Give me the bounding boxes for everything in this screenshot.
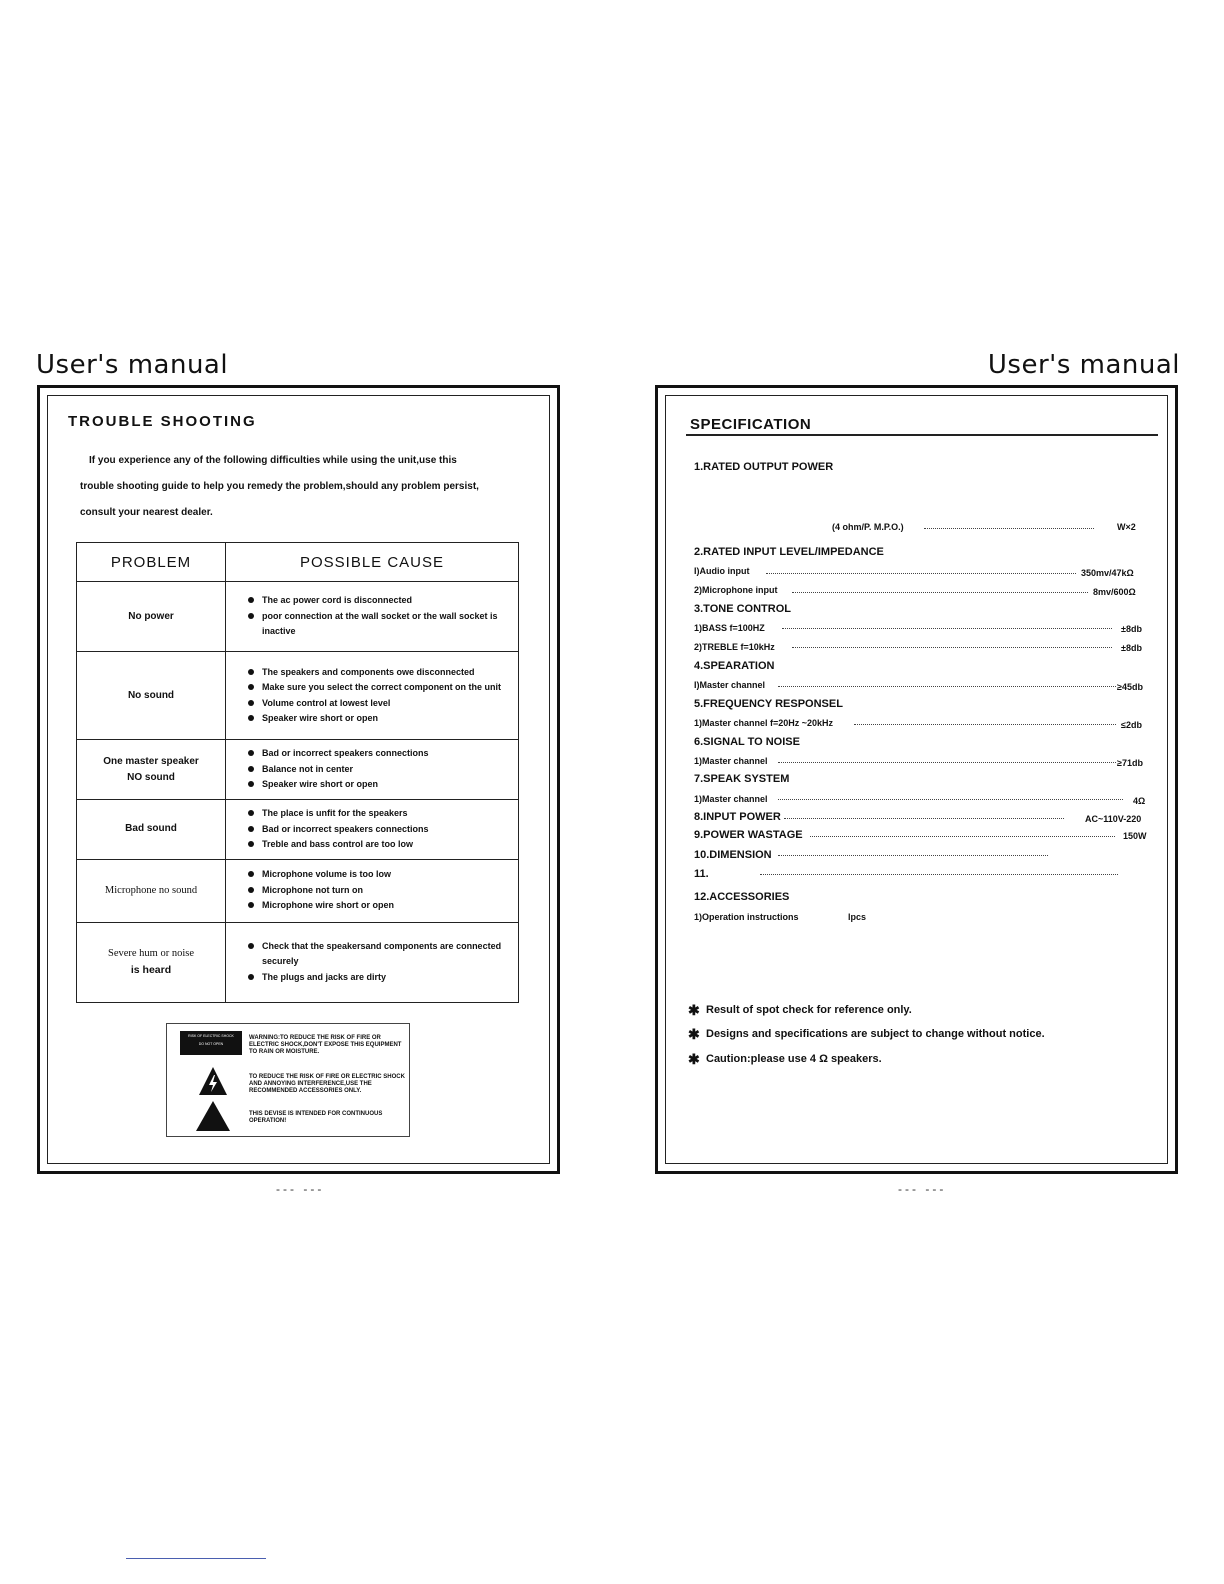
problem-column-header: PROBLEM bbox=[77, 543, 226, 582]
spec-accessories-item: 1)Operation instructions bbox=[694, 912, 799, 922]
spec-snr-value: ≥71db bbox=[1117, 758, 1143, 768]
note-text: Result of spot check for reference only. bbox=[706, 1004, 912, 1016]
left-page-number: --- --- bbox=[276, 1182, 325, 1196]
spec-separation: 4.SPEARATION bbox=[694, 660, 775, 672]
spec-rated-input: 2.RATED INPUT LEVEL/IMPEDANCE bbox=[694, 546, 884, 558]
note-text: Caution:please use 4 Ω speakers. bbox=[706, 1053, 882, 1065]
leader-dots bbox=[924, 528, 1094, 529]
table-row bbox=[77, 582, 519, 652]
leader-dots bbox=[778, 686, 1116, 687]
cause-item: Microphone not turn on bbox=[246, 883, 512, 899]
problem-cell bbox=[77, 582, 226, 652]
cause-item: poor connection at the wall socket or the wall socket is inactive bbox=[246, 609, 512, 640]
problem-text: No sound bbox=[127, 689, 175, 701]
warning-box-top-text: RISK OF ELECTRIC SHOCK bbox=[188, 1034, 234, 1038]
problem-text: Bad sound bbox=[125, 823, 177, 835]
causes-cell bbox=[226, 800, 519, 860]
cause-column-header: POSSIBLE CAUSE bbox=[226, 543, 519, 582]
asterisk-icon: ✱ bbox=[688, 1051, 700, 1067]
problem-cell bbox=[77, 800, 226, 860]
intro-line: trouble shooting guide to help you remedy the problem,should any problem persist, bbox=[80, 481, 479, 492]
leader-dots bbox=[792, 647, 1112, 648]
cause-item: Make sure you select the correct component on the unit bbox=[246, 680, 512, 696]
spec-dimension: 10.DIMENSION bbox=[694, 849, 772, 861]
warning-text-3: THIS DEVISE IS INTENDED FOR CONTINUOUS OPERATION! bbox=[249, 1111, 383, 1124]
problem-text: No power bbox=[128, 610, 174, 622]
cause-item: Check that the speakersand components are connected securely bbox=[246, 939, 512, 970]
spec-accessories: 12.ACCESSORIES bbox=[694, 891, 790, 903]
spec-accessories-value: lpcs bbox=[848, 912, 867, 922]
cause-item: Balance not in center bbox=[246, 762, 512, 778]
spec-separation-value: ≥45db bbox=[1117, 682, 1143, 692]
spec-speak-item: 1)Master channel bbox=[694, 794, 768, 804]
causes-cell bbox=[226, 652, 519, 740]
table-row bbox=[77, 859, 519, 922]
spec-speak-system: 7.SPEAK SYSTEM bbox=[694, 773, 790, 785]
troubleshooting-inner-frame bbox=[47, 395, 550, 1164]
warning-label bbox=[166, 1023, 410, 1137]
spec-audio-input: I)Audio input bbox=[694, 566, 750, 576]
spec-frequency-value: ≤2db bbox=[1121, 720, 1142, 730]
spec-separation-item: I)Master channel bbox=[694, 680, 766, 690]
spec-treble: 2)TREBLE f=10kHz bbox=[694, 642, 775, 652]
spec-snr-item: 1)Master channel bbox=[694, 756, 768, 766]
spec-item-11: 11. bbox=[694, 868, 709, 880]
problem-cell bbox=[77, 859, 226, 922]
troubleshooting-page bbox=[37, 385, 560, 1174]
caution-triangle-icon bbox=[195, 1100, 231, 1132]
cause-item: Bad or incorrect speakers connections bbox=[246, 746, 512, 762]
spec-rated-output-sub: (4 ohm/P. M.P.O.) bbox=[832, 522, 904, 532]
note-item bbox=[688, 1051, 882, 1067]
spec-frequency: 5.FREQUENCY RESPONSEL bbox=[694, 698, 843, 710]
right-page-number: --- --- bbox=[898, 1182, 947, 1196]
warning-box-bottom-text: DO NOT OPEN bbox=[198, 1042, 224, 1046]
cause-item: The speakers and components owe disconnected bbox=[246, 665, 512, 681]
bottom-link-underline bbox=[126, 1558, 266, 1559]
leader-dots bbox=[854, 724, 1116, 725]
spec-rated-output: 1.RATED OUTPUT POWER bbox=[694, 461, 834, 473]
spec-mic-input-value: 8mv/600Ω bbox=[1093, 587, 1136, 597]
problem-text: One master speaker bbox=[103, 755, 199, 767]
cause-item: Bad or incorrect speakers connections bbox=[246, 822, 512, 838]
table-header-row bbox=[77, 543, 519, 582]
causes-cell bbox=[226, 582, 519, 652]
shock-warning-box bbox=[180, 1031, 242, 1055]
leader-dots bbox=[782, 628, 1112, 629]
leader-dots bbox=[784, 818, 1064, 819]
note-item bbox=[688, 1002, 912, 1018]
intro-line: consult your nearest dealer. bbox=[80, 507, 213, 518]
cause-item: Microphone wire short or open bbox=[246, 898, 512, 914]
leader-dots bbox=[766, 573, 1076, 574]
left-page-header: User's manual bbox=[36, 350, 229, 380]
asterisk-icon: ✱ bbox=[688, 1026, 700, 1042]
cause-item: Volume control at lowest level bbox=[246, 696, 512, 712]
spec-power-wastage-value: 150W bbox=[1123, 831, 1147, 841]
cause-item: Microphone volume is too low bbox=[246, 867, 512, 883]
spec-snr: 6.SIGNAL TO NOISE bbox=[694, 736, 800, 748]
spec-frequency-item: 1)Master channel f=20Hz ~20kHz bbox=[694, 718, 834, 728]
problem-text: NO sound bbox=[127, 771, 175, 783]
causes-cell bbox=[226, 922, 519, 1002]
troubleshooting-title: TROUBLE SHOOTING bbox=[68, 413, 257, 430]
asterisk-icon: ✱ bbox=[688, 1002, 700, 1018]
title-divider bbox=[686, 434, 1158, 436]
troubleshooting-intro bbox=[80, 448, 540, 526]
cause-item: The plugs and jacks are dirty bbox=[246, 970, 512, 986]
leader-dots bbox=[792, 592, 1088, 593]
leader-dots bbox=[760, 874, 1118, 875]
cause-item: Speaker wire short or open bbox=[246, 711, 512, 727]
cause-item: Speaker wire short or open bbox=[246, 777, 512, 793]
troubleshooting-table bbox=[76, 542, 519, 1003]
cause-item: Treble and bass control are too low bbox=[246, 837, 512, 853]
spec-treble-value: ±8db bbox=[1121, 643, 1142, 653]
specification-page bbox=[655, 385, 1178, 1174]
problem-text: is heard bbox=[130, 964, 172, 976]
table-row bbox=[77, 922, 519, 1002]
causes-cell bbox=[226, 740, 519, 800]
specification-inner-frame bbox=[665, 395, 1168, 1164]
problem-cell bbox=[77, 652, 226, 740]
problem-cell bbox=[77, 922, 226, 1002]
specification-title: SPECIFICATION bbox=[690, 416, 812, 433]
problem-text: Microphone no sound bbox=[104, 884, 198, 896]
right-page-header: User's manual bbox=[987, 350, 1180, 380]
spec-input-power-value: AC~110V-220 bbox=[1085, 814, 1142, 824]
spec-power-wastage: 9.POWER WASTAGE bbox=[694, 829, 803, 841]
warning-text-2: TO REDUCE THE RISK OF FIRE OR ELECTRIC SHOCK AND ANNOYING INTERFERENCE,USE THE RECOMMENDED ACCESSORIES ONLY. bbox=[249, 1074, 405, 1094]
spec-audio-input-value: 350mv/47kΩ bbox=[1081, 568, 1134, 578]
warning-text-1: WARNING:TO REDUCE THE RISK OF FIRE OR ELECTRIC SHOCK,DON'T EXPOSE THIS EQUIPMENT TO RAIN OR MOISTURE. bbox=[249, 1035, 402, 1055]
leader-dots bbox=[778, 762, 1116, 763]
spec-speak-value: 4Ω bbox=[1133, 796, 1146, 806]
spec-bass: 1)BASS f=100HZ bbox=[694, 623, 765, 633]
spec-rated-output-value: W×2 bbox=[1117, 522, 1136, 532]
table-row bbox=[77, 652, 519, 740]
leader-dots bbox=[778, 855, 1048, 856]
spec-input-power: 8.INPUT POWER bbox=[694, 811, 781, 823]
table-row bbox=[77, 800, 519, 860]
cause-item: The ac power cord is disconnected bbox=[246, 593, 512, 609]
table-row bbox=[77, 740, 519, 800]
leader-dots bbox=[778, 799, 1123, 800]
intro-line: If you experience any of the following difficulties while using the unit,use this bbox=[89, 455, 457, 466]
note-item bbox=[688, 1026, 1045, 1042]
cause-item: The place is unfit for the speakers bbox=[246, 806, 512, 822]
problem-text: Severe hum or noise bbox=[107, 948, 195, 959]
problem-cell bbox=[77, 740, 226, 800]
spec-bass-value: ±8db bbox=[1121, 624, 1142, 634]
causes-cell bbox=[226, 859, 519, 922]
note-text: Designs and specifications are subject to change without notice. bbox=[706, 1028, 1045, 1040]
leader-dots bbox=[810, 836, 1115, 837]
spec-tone-control: 3.TONE CONTROL bbox=[694, 603, 791, 615]
lightning-triangle-icon bbox=[198, 1066, 228, 1096]
spec-mic-input: 2)Microphone input bbox=[694, 585, 778, 595]
